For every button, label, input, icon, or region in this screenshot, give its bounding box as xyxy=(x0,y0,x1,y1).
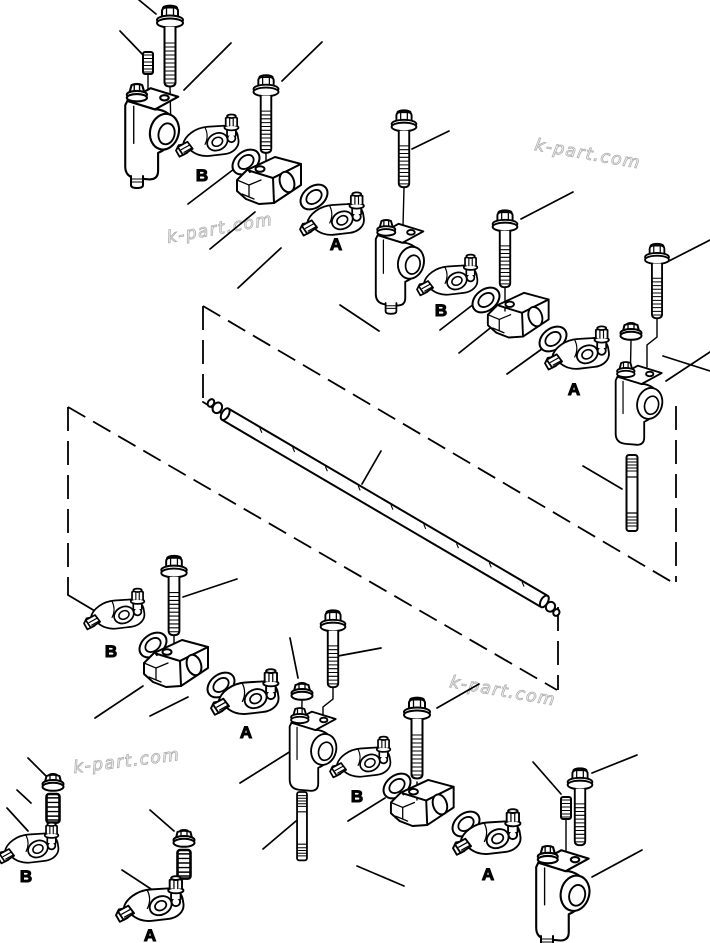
watermark-text: k-part.com xyxy=(533,135,643,174)
rocker-arm-a xyxy=(116,876,184,922)
label-a: A xyxy=(239,723,253,742)
assembly-cluster-bottom-corner xyxy=(0,774,195,922)
threaded-pin xyxy=(178,850,191,879)
pedestal-stub xyxy=(541,936,553,943)
label-a: A xyxy=(329,235,343,254)
watermark-text: k-part.com xyxy=(448,672,558,711)
pedestal-support xyxy=(536,846,593,941)
mounting-stud xyxy=(297,792,307,860)
rocker-shaft xyxy=(204,398,565,618)
flange-bolt xyxy=(493,210,518,287)
watermark-text: k-part.com xyxy=(165,209,275,248)
label-b: B xyxy=(104,642,118,661)
rocker-arm-b xyxy=(0,823,58,864)
flange-bolt xyxy=(161,556,186,635)
label-b: B xyxy=(195,166,209,185)
flange-bolt xyxy=(321,610,346,687)
rocker-arm-b xyxy=(330,737,390,778)
rocker-arm-b xyxy=(176,114,239,156)
flange-bolt xyxy=(157,6,183,87)
flanged-lock-nut xyxy=(621,323,642,340)
label-b: B xyxy=(19,867,33,886)
pedestal-stub xyxy=(131,176,143,188)
pedestal-support xyxy=(290,708,340,791)
rocker-arm-b xyxy=(417,255,477,296)
assembly-cluster-bottom-left xyxy=(84,556,279,715)
threaded-pin xyxy=(561,797,571,819)
flange-bolt xyxy=(404,698,430,779)
label-b: B xyxy=(434,301,448,320)
flange-bolt xyxy=(254,75,279,153)
assembly-cluster-top-left xyxy=(125,6,364,236)
flanged-lock-nut xyxy=(292,683,313,700)
label-b: B xyxy=(350,787,364,806)
mounting-stud xyxy=(627,455,638,531)
pedestal-stub xyxy=(386,303,397,314)
flanged-lock-nut xyxy=(43,774,64,791)
label-a: A xyxy=(143,926,157,943)
flange-bolt xyxy=(645,244,669,318)
pedestal-support xyxy=(616,362,666,445)
threaded-pin xyxy=(143,52,153,74)
threaded-pin xyxy=(47,794,60,823)
label-a: A xyxy=(567,380,581,399)
watermark-text: k-part.com xyxy=(72,745,182,778)
flanged-lock-nut xyxy=(174,830,195,847)
assembly-cluster-bottom-right xyxy=(536,768,593,943)
label-a: A xyxy=(481,865,495,884)
assembly-cluster-top-right xyxy=(376,110,669,531)
pedestal-support xyxy=(125,84,182,179)
